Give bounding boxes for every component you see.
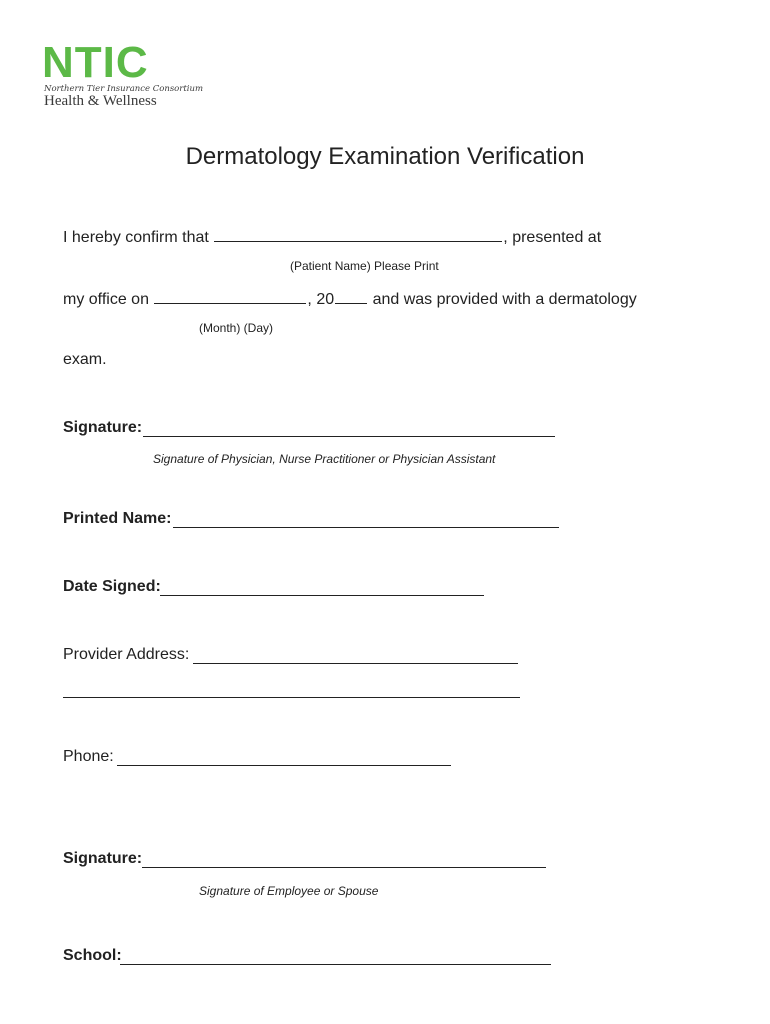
patient-name-field[interactable] bbox=[214, 226, 502, 242]
heartbeat-icon bbox=[182, 47, 208, 83]
year-field[interactable] bbox=[335, 288, 367, 304]
logo-consortium: Northern Tier Insurance Consortium bbox=[44, 84, 204, 94]
logo-acronym: NTIC bbox=[42, 38, 149, 87]
exam-word: exam. bbox=[63, 351, 107, 368]
patient-name-caption: (Patient Name) Please Print bbox=[290, 259, 439, 273]
phone-field[interactable] bbox=[117, 765, 451, 766]
office-suffix: and was provided with a dermatology bbox=[372, 291, 637, 308]
employee-signature-caption: Signature of Employee or Spouse bbox=[199, 884, 379, 898]
printed-name-field[interactable] bbox=[173, 527, 559, 528]
ntic-logo bbox=[42, 38, 212, 109]
employee-signature-field[interactable] bbox=[142, 867, 546, 868]
provider-address-field[interactable] bbox=[193, 663, 518, 664]
office-line bbox=[63, 288, 637, 309]
logo-subtitle: Health & Wellness bbox=[44, 93, 157, 109]
page-title: Dermatology Examination Verification bbox=[185, 143, 585, 170]
date-caption: (Month) (Day) bbox=[199, 321, 274, 335]
confirm-line bbox=[63, 226, 601, 247]
provider-address-line2-field[interactable] bbox=[63, 697, 520, 698]
office-prefix: my office on bbox=[63, 291, 149, 308]
year-prefix: , 20 bbox=[307, 291, 335, 308]
signature-label: Signature: bbox=[63, 419, 143, 436]
month-day-field[interactable] bbox=[154, 288, 306, 304]
confirm-prefix: I hereby confirm that bbox=[63, 229, 209, 246]
school-field[interactable] bbox=[120, 964, 551, 965]
provider-address-label: Provider Address: bbox=[63, 646, 190, 663]
signature-field[interactable] bbox=[143, 436, 555, 437]
printed-name-label: Printed Name: bbox=[63, 510, 172, 527]
date-signed-field[interactable] bbox=[160, 595, 484, 596]
date-signed-label: Date Signed: bbox=[63, 578, 161, 595]
phone-label: Phone: bbox=[63, 748, 114, 765]
signature-caption: Signature of Physician, Nurse Practitioner or Physician Assistant bbox=[153, 452, 496, 466]
school-label: School: bbox=[63, 947, 122, 964]
confirm-suffix: , presented at bbox=[503, 229, 602, 246]
employee-signature-label: Signature: bbox=[63, 850, 143, 867]
